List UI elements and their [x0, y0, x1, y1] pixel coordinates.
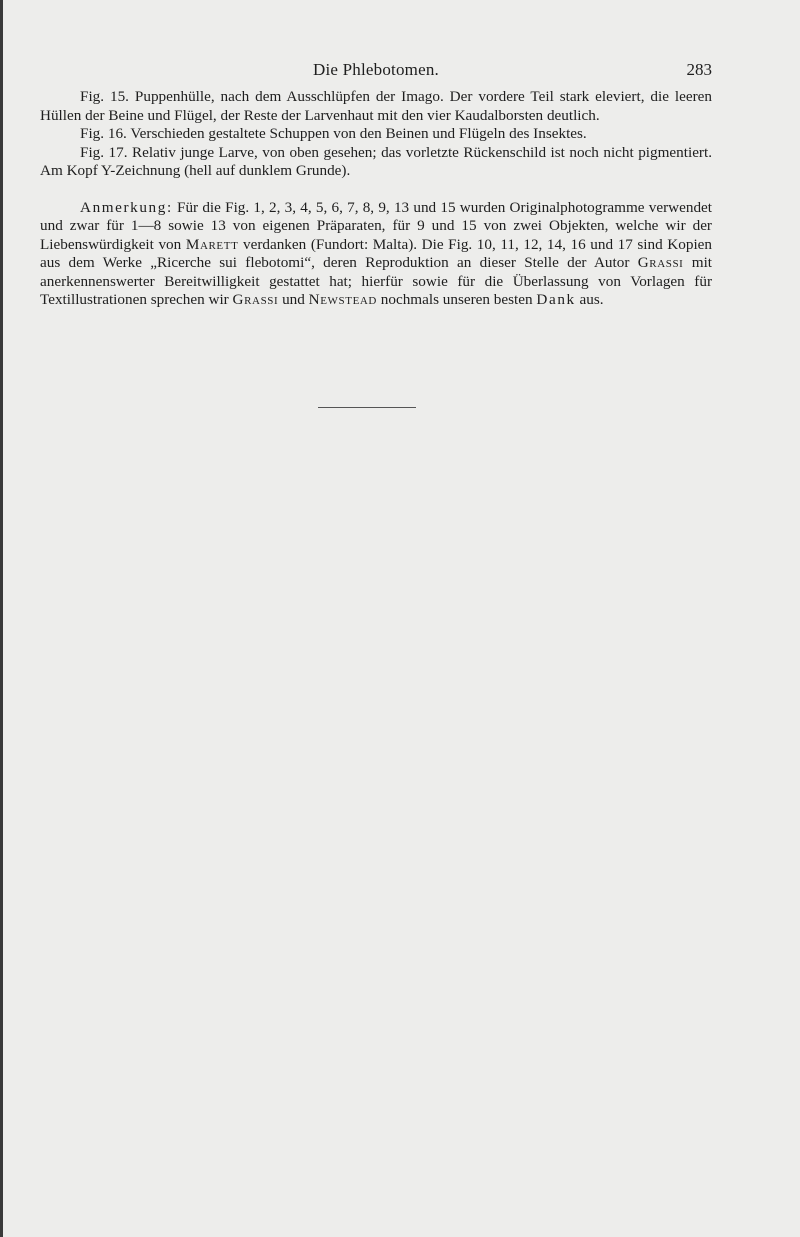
- note-label: Anmerkung:: [80, 198, 173, 216]
- caption-text: Puppenhülle, nach dem Ausschlüpfen der Imago. Der vordere Teil stark eleviert, die leeren Hüllen der Beine und Flügel, der Reste der Larvenhaut mit den vier Kaudalborsten deutlich.: [40, 88, 712, 124]
- author-name: Grassi: [637, 254, 684, 271]
- figure-caption-17: [40, 144, 712, 181]
- note-text: mit anerkennenswerter Bereitwilligkeit gestattet hat; hierfür sowie für die Überlassung von Vorlagen für Textillustrationen sprechen wir: [40, 254, 713, 308]
- caption-label: Fig. 15.: [80, 88, 129, 105]
- annotation-paragraph: [40, 199, 712, 310]
- caption-label: Fig. 16.: [80, 125, 127, 142]
- page-number: 283: [686, 60, 712, 79]
- running-head: [40, 58, 712, 82]
- note-text: Für die Fig. 1, 2, 3, 4, 5, 6, 7, 8, 9, 13 und 15 wurden Originalphotogramme verwendet und zwar für 1—8 sowie 13 von eigenen Präparaten, für 9 und 15 von zwei Objekten, welche wir der Liebenswürdigkeit von: [40, 198, 712, 253]
- note-closing: aus.: [579, 291, 604, 308]
- figure-caption-16: [40, 125, 712, 144]
- running-title: Die Phlebotomen.: [313, 60, 439, 79]
- author-name: Newstead: [308, 291, 377, 308]
- note-text: und: [282, 291, 305, 308]
- caption-text: Verschieden gestaltete Schuppen von den Beinen und Flügeln des Insektes.: [130, 125, 587, 142]
- caption-text: Relativ junge Larve, von oben gesehen; das vorletzte Rückenschild ist noch nicht pigmentiert. Am Kopf Y-Zeichnung (hell auf dunklem Grunde).: [40, 143, 713, 179]
- section-rule: [318, 407, 416, 408]
- author-name: Marett: [185, 235, 239, 253]
- caption-label: Fig. 17.: [80, 143, 128, 161]
- note-text: nochmals unseren besten: [380, 291, 533, 308]
- author-name: Grassi: [232, 291, 279, 308]
- body-text: [40, 88, 712, 310]
- figure-caption-15: [40, 88, 712, 125]
- note-text: verdanken (Fundort: Malta). Die Fig. 10, 11, 12, 14, 16 und 17 sind Kopien aus dem Werke „Ricerche sui flebotomi“, deren Reproduktion an dieser Stelle der Autor: [40, 235, 713, 271]
- note-closing-spaced: Dank: [536, 291, 576, 308]
